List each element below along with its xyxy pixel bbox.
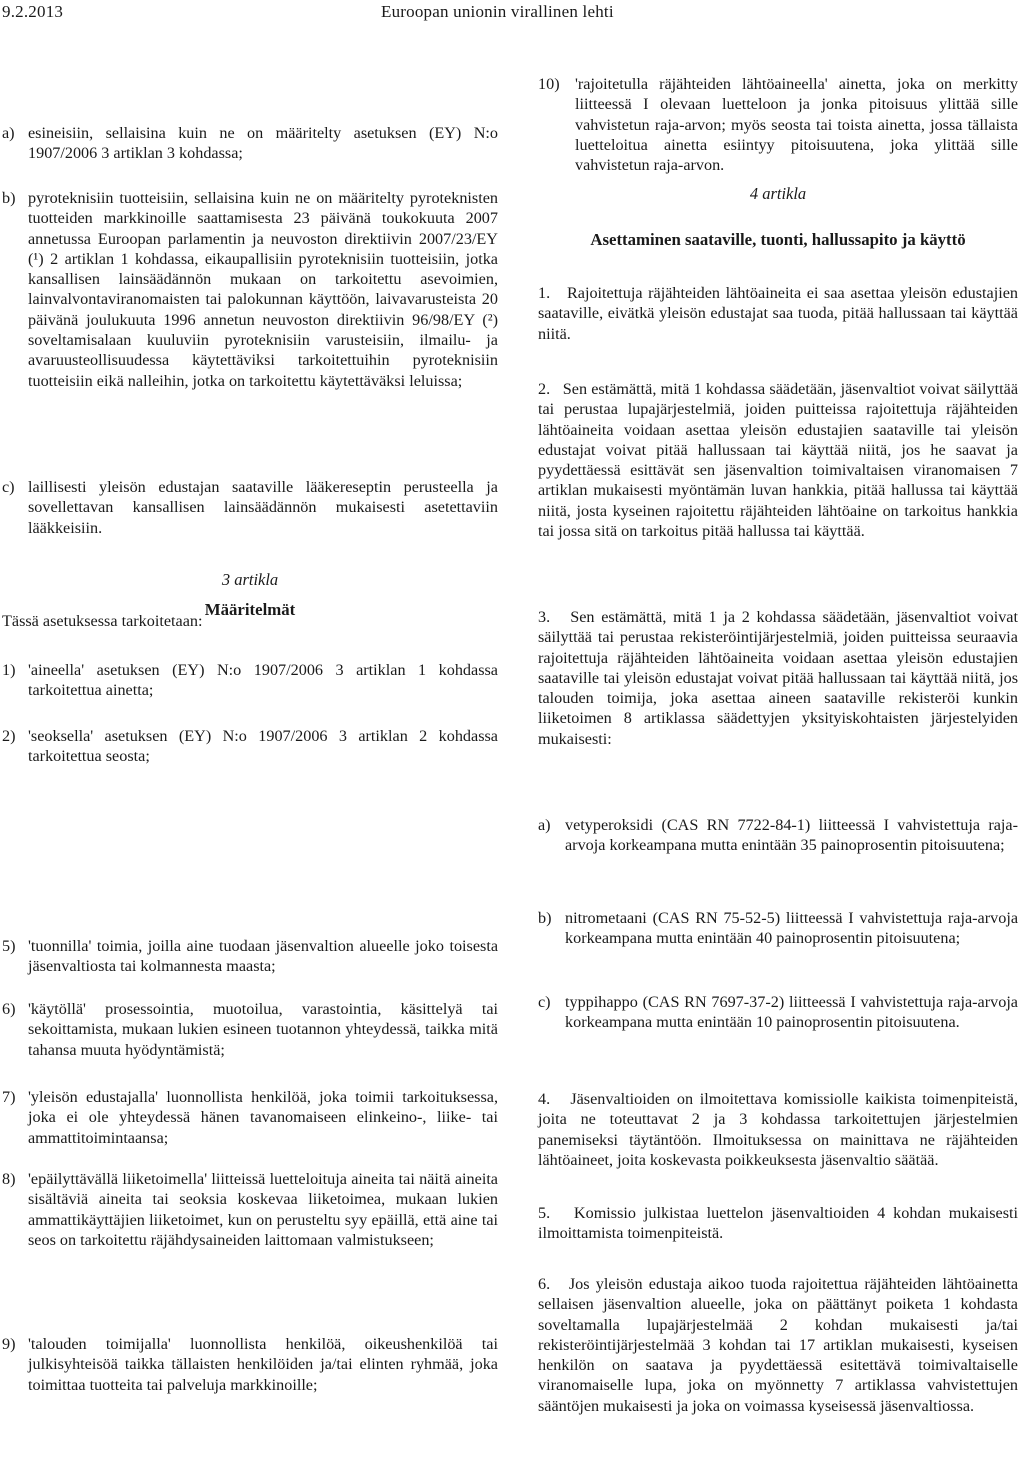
paragraph-2 [538,379,1018,541]
definition-item [2,1334,498,1395]
item-label: 9) [2,1335,16,1353]
sub-item [538,992,1018,1033]
item-text: typpihappo (CAS RN 7697-37-2) liitteessä I vahvistettuja raja-arvoja korkeampana mutta enintään 10 painoprosentin pitoisuutena. [565,993,1018,1032]
paragraph-text: Jäsenvaltioiden on ilmoitettava komissiolle kaikista toimenpiteistä, joita ne toteuttavat 2 ja 3 kohdassa tarkoitettujen järjestelmien panemiseksi täytäntöön. Ilmoituksessa on mainittava ne räjähteiden lähtöaineet, joita koskevasta poikkeuksesta jäsenvaltio säätää. [538,1090,1019,1169]
definition-item [2,999,498,1060]
item-text: vetyperoksidi (CAS RN 7722-84-1) liitteessä I vahvistettuja raja-arvoja korkeampana mutta enintään 35 painoprosentin pitoisuutena; [565,816,1018,855]
item-text: 'aineella' asetuksen (EY) N:o 1907/2006 3 artiklan 1 kohdassa tarkoitettua ainetta; [28,661,498,700]
item-label: b) [2,189,16,207]
article-4-title: Asettaminen saataville, tuonti, hallussapito ja käyttö [590,230,966,249]
item-text: 'yleisön edustajalla' luonnollista henkilöä, joka toimii tarkoituksessa, joka ei ole yhteydessä hänen tavanomaiseen elinkeino-, liike- tai ammattitoimintaansa; [28,1088,498,1147]
paragraph-number: 5. [538,1204,551,1222]
article-4-number: 4 artikla [749,184,807,203]
item-label: a) [538,816,551,834]
sub-item [538,908,1018,949]
item-text: laillisesti yleisön edustajan saataville lääkereseptin perusteella ja sovellettavan kansallisen lainsäädännön mukaisesti asetettaviin lääkkeisiin. [28,478,498,537]
paragraph-5 [538,1203,1018,1244]
definition-item [2,660,498,701]
item-label: 8) [2,1170,16,1188]
paragraph-text: Sen estämättä, mitä 1 kohdassa säädetään, jäsenvaltiot voivat säilyttää tai perustaa lupajärjestelmiä, joiden puitteissa rajoitettuja räjähteiden lähtöaineita voidaan asettaa yleisön edustajien saataville tai yleisön edustajat voivat pitää hallussaan tai käyttää niitä, jos he saavat ja pyydettäessä esittävät sen jäsenvaltion toimivaltaisen viranomaisen 7 artiklan mukaisesti myöntämän luvan hankkia, pitää hallussa tai käyttää niitä, josta kyseinen rajoitettu räjähteiden lähtöaine on tarkoitus hankkia tai jossa sitä on tarkoitus pitää hallussa tai käyttää. [538,380,1018,541]
paragraph-number: 3. [538,608,551,626]
paragraph-number: 6. [538,1275,551,1293]
list-item [2,188,498,391]
definition-item [2,936,498,977]
item-label: 5) [2,937,16,955]
paragraph-number: 2. [538,380,551,398]
paragraph-4 [538,1089,1018,1170]
item-label: a) [2,124,15,142]
paragraph-text: Rajoitettuja räjähteiden lähtöaineita ei saa asettaa yleisön edustajien saataville, eivätkä yleisön edustajat saa tuoda, pitää hallussaan tai käyttää niitä. [538,284,1018,343]
header-date: 9.2.2013 [2,2,64,21]
paragraph-3 [538,607,1018,749]
list-item [2,477,498,538]
item-label: c) [538,993,551,1011]
item-label: 6) [2,1000,16,1018]
header-journal-title: Euroopan unionin virallinen lehti [381,2,614,21]
item-text: 'rajoitetulla räjähteiden lähtöaineella' ainetta, joka on merkitty liitteessä I olevaan luetteloon ja jonka pitoisuus ylittää sille vahvistetun raja-arvon; myös seosta tai toista ainetta, jossa tällaista luetteloitua ainetta esiintyy pitoisuutena, joka ylittää sille vahvistetun raja-arvon. [575,75,1018,175]
definition-item [538,74,1018,175]
paragraph-text: Sen estämättä, mitä 1 ja 2 kohdassa säädetään, jäsenvaltiot voivat säilyttää tai perustaa rekisteröintijärjestelmiä, joiden puitteissa seuraavia rajoitettuja räjähteiden lähtöaineita voidaan asettaa yleisön edustajien saataville tai yleisön edustajat voivat pitää hallussaan tai käyttää niitä, jos talouden toimija, joka asettaa aineen saataville rekisteröi kunkin liiketoimen 8 artiklassa säädettyjen yksityiskohtaisten järjestelyiden mukaisesti: [538,608,1018,748]
paragraph-number: 1. [538,284,551,302]
item-label: b) [538,909,552,927]
item-text: esineisiin, sellaisina kuin ne on määritelty asetuksen (EY) N:o 1907/2006 3 artiklan 3 kohdassa; [28,124,498,163]
item-label: c) [2,478,15,496]
item-text: 'tuonnilla' toimia, joilla aine tuodaan jäsenvaltion alueelle joko toisesta jäsenvaltiosta tai kolmannesta maasta; [28,937,498,976]
item-label: 7) [2,1088,16,1106]
item-text: 'seoksella' asetuksen (EY) N:o 1907/2006 3 artiklan 2 kohdassa tarkoitettua seosta; [28,727,498,766]
item-text: pyroteknisiin tuotteisiin, sellaisina kuin ne on määritelty pyroteknisten tuotteiden markkinoille saattamisesta 23 päivänä toukokuuta 2007 annetussa Euroopan parlamentin ja neuvoston direktiivin 2007/23/EY (¹) 2 artiklan 1 kohdassa, eikaupallisiin pyroteknisiin tuotteisiin, jotka kansallisen lainsäädännön mukaan on tarkoitettu asevoimien, lainvalvontaviranomaisten tai palokunnan käyttöön, laivavarusteista 20 päivänä joulukuuta 1996 annetun neuvoston direktiivin 96/98/EY (²) soveltamisalaan kuuluviin pyroteknisiin varusteisiin, ilmailu- ja avaruusteollisuudessa käytettäviksi tarkoitettuihin pyroteknisiin tuotteisiin eikä nalleihin, jotka on tarkoitettu käytettäväksi leluissa; [28,189,498,390]
item-label: 1) [2,661,16,679]
paragraph-6 [538,1274,1018,1416]
definition-item [2,1087,498,1148]
list-item [2,123,498,164]
item-text: 'epäilyttävällä liiketoimella' liitteissä luetteloituja aineita tai näitä aineita sisältäviä aineita tai seoksia koskevaa liiketoimea, mukaan lukien ammattikäyttäjien liiketoimet, kun on perusteltu syy epäillä, että aine tai seos on tarkoitettu räjähdysaineiden laittomaan valmistukseen; [28,1170,498,1249]
item-label: 2) [2,727,16,745]
definition-item [2,726,498,767]
definition-item [2,1169,498,1250]
article-3-title: Määritelmät [204,600,296,619]
item-text: 'talouden toimijalla' luonnollista henkilöä, oikeushenkilöä tai julkisyhteisöä taikka tällaisten henkilöiden ja/tai elinten ryhmää, joka toimittaa tuotteita tai palveluja markkinoille; [28,1335,498,1394]
paragraph-number: 4. [538,1090,551,1108]
paragraph-1 [538,283,1018,344]
item-text: nitrometaani (CAS RN 75-52-5) liitteessä I vahvistettuja raja-arvoja korkeampana mutta enintään 40 painoprosentin pitoisuutena; [565,909,1018,948]
article-3-intro: Tässä asetuksessa tarkoitetaan: [2,612,203,630]
article-3-number: 3 artikla [221,570,279,589]
item-text: 'käytöllä' prosessointia, muotoilua, varastointia, käsittelyä tai sekoittamista, mukaan lukien esineen tuotannon yhteydessä, taikka mitä tahansa muuta hyödyntämistä; [28,1000,498,1059]
paragraph-text: Komissio julkistaa luettelon jäsenvaltioiden 4 kohdan mukaisesti ilmoittamista toimenpiteistä. [538,1204,1019,1243]
sub-item [538,815,1018,856]
paragraph-text: Jos yleisön edustaja aikoo tuoda rajoitettua räjähteiden lähtöainetta sellaisen jäsenvaltion alueelle, joka on päättänyt poiketa 1 kohdasta soveltamalla lupajärjestelmää 2 kohdan mukaisesti ja/tai rekisteröintijärjestelmää 3 kohdan tai 17 artiklan mukaisesti, kyseisen henkilön on saatava ja pyydettäessä esitettävä toimivaltaiselle viranomaiselle lupa, joka on myönnetty 7 artiklassa vahvistettujen sääntöjen mukaisesti ja joka on voimassa kyseisessä jäsenvaltiossa. [538,1275,1019,1415]
item-label: 10) [538,75,560,93]
